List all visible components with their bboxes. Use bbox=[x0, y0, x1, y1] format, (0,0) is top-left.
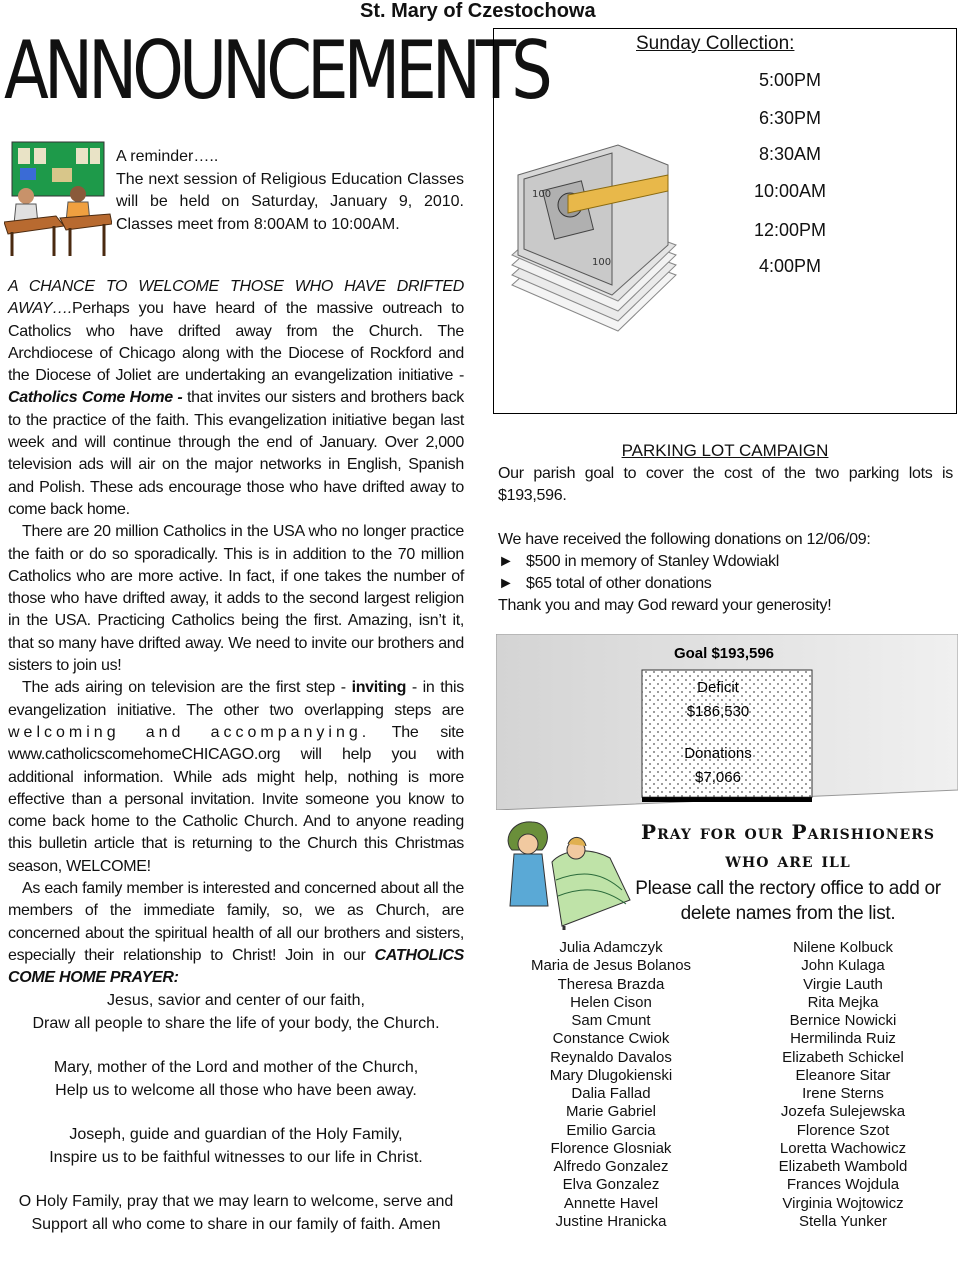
parishioner-name: Marie Gabriel bbox=[565, 1103, 657, 1121]
prayer-line: Jesus, savior and center of our faith, bbox=[107, 992, 365, 1009]
sick-list-title bbox=[628, 818, 948, 874]
deficit-label: Deficit bbox=[697, 679, 739, 696]
bullet-arrow-icon: ► bbox=[498, 575, 514, 592]
donations-value: $7,066 bbox=[695, 769, 741, 786]
parishioner-name: Eleanore Sitar bbox=[795, 1066, 891, 1084]
mass-time: 12:00PM bbox=[753, 220, 827, 240]
mass-time: 8:30AM bbox=[758, 144, 822, 164]
parishioner-name: Annette Havel bbox=[563, 1194, 659, 1212]
reminder-body: The next session of Religious Education Classes will be held on Saturday, January 9, 2010. Classes meet from 8:00AM to 10:00AM. bbox=[116, 170, 464, 233]
page-title: ANNOUNCEMENTS bbox=[4, 24, 548, 117]
svg-text:100: 100 bbox=[532, 189, 552, 200]
article-text: and bbox=[119, 723, 211, 741]
parishioner-name: Julia Adamczyk bbox=[559, 939, 663, 956]
parishioner-name: Constance Cwiok bbox=[552, 1030, 670, 1048]
parishioner-name: Loretta Wachowicz bbox=[779, 1139, 907, 1157]
parishioner-name: Alfredo Gonzalez bbox=[553, 1158, 669, 1175]
parishioner-name: Frances Wojdula bbox=[786, 1176, 900, 1194]
donations-label: Donations bbox=[684, 745, 752, 762]
parishioner-name: John Kulaga bbox=[801, 957, 885, 975]
mass-time: 4:00PM bbox=[758, 256, 822, 276]
article-title: A CHANCE TO WELCOME THOSE WHO HAVE DRIFTED AWAY…. bbox=[8, 278, 464, 318]
classroom-illustration bbox=[4, 138, 112, 258]
article-emphasis: Catholics Come Home - bbox=[8, 389, 183, 407]
goal-chart bbox=[496, 634, 958, 810]
article-emphasis: accompanying. bbox=[210, 723, 371, 741]
prayer-line: Joseph, guide and guardian of the Holy Family, bbox=[69, 1126, 403, 1143]
parking-goal: Our parish goal to cover the cost of the two parking lots is $193,596. bbox=[498, 465, 953, 504]
parishioner-name: Virginia Wojtowicz bbox=[782, 1194, 904, 1212]
parish-name: St. Mary of Czestochowa bbox=[360, 0, 596, 22]
parishioner-name: Virgie Lauth bbox=[803, 975, 883, 993]
hospital-bed-illustration bbox=[492, 810, 632, 930]
parishioner-name: Florence Glosniak bbox=[550, 1139, 672, 1157]
article-text: - in this evangelization initiative. The other two overlapping steps are bbox=[8, 679, 464, 719]
prayer-line: Support all who come to share in our family of faith. Amen bbox=[31, 1215, 441, 1233]
article-emphasis: CATHOLICS COME HOME PRAYER: bbox=[8, 946, 464, 987]
parishioner-name: Florence Szot bbox=[796, 1121, 890, 1139]
parishioner-name: Jozefa Sulejewska bbox=[780, 1103, 906, 1121]
article-paragraph: There are 20 million Catholics in the USA who no longer practice the faith or do so sporadically. This is in addition to the 70 million Catholics who are more active. In fact, if one takes the number of those who have drifted away, it adds to the second largest religion in the USA. Practicing Catholics being the first. Amazing, isn’t it, that so many have drifted away. We need to invite our brothers and sisters to join us! bbox=[8, 523, 464, 675]
prayer-line: Inspire us to be faithful witnesses to our life in Christ. bbox=[49, 1148, 423, 1166]
article-emphasis: inviting bbox=[351, 679, 407, 697]
parishioner-name: Rita Mejka bbox=[807, 993, 879, 1011]
parishioner-name: Theresa Brazda bbox=[557, 975, 665, 993]
parishioner-name: Maria de Jesus Bolanos bbox=[530, 957, 692, 975]
reminder-block bbox=[116, 146, 464, 236]
prayer-line: Help us to welcome all those who have been away. bbox=[55, 1081, 417, 1099]
parishioner-name: Elizabeth Schickel bbox=[782, 1048, 904, 1066]
donation-item: $500 in memory of Stanley Wdowiakl bbox=[525, 553, 780, 570]
parishioner-name: Hermilinda Ruiz bbox=[790, 1030, 896, 1048]
sick-names-right bbox=[730, 939, 956, 1231]
parking-title: PARKING LOT CAMPAIGN bbox=[621, 441, 829, 460]
welcome-article bbox=[8, 276, 464, 990]
mass-time: 6:30PM bbox=[758, 108, 822, 128]
chart-title: Goal $193,596 bbox=[673, 645, 775, 662]
sick-title-line: Pray for our Parishioners bbox=[641, 820, 935, 844]
sick-list-subtitle: Please call the rectory office to add or delete names from the list. bbox=[635, 878, 941, 924]
sick-title-line: who are ill bbox=[725, 848, 851, 872]
parishioner-name: Mary Dlugokienski bbox=[549, 1066, 673, 1084]
donations-intro: We have received the following donations on 12/06/09: bbox=[498, 531, 871, 548]
bullet-arrow-icon: ► bbox=[498, 553, 514, 570]
mass-time: 5:00PM bbox=[758, 70, 822, 90]
parishioner-name: Sam Cmunt bbox=[571, 1012, 651, 1029]
parishioner-name: Stella Yunker bbox=[798, 1212, 888, 1230]
prayer-line: Mary, mother of the Lord and mother of the Church, bbox=[53, 1059, 419, 1076]
mass-time: 10:00AM bbox=[753, 181, 827, 201]
article-emphasis: welcoming bbox=[8, 723, 120, 741]
collection-title: Sunday Collection: bbox=[636, 33, 795, 54]
parishioner-name: Irene Sterns bbox=[802, 1085, 884, 1102]
article-text: The ads airing on television are the first step - bbox=[22, 679, 352, 697]
money-stack-illustration bbox=[508, 135, 678, 335]
parishioner-name: Emilio Garcia bbox=[566, 1121, 656, 1139]
donations-bar bbox=[642, 797, 812, 802]
sick-names-left bbox=[500, 939, 722, 1231]
article-text: that invites our sisters and brothers back to the practice of the faith. This evangelization initiative began last week and will continue through the end of January. Over 2,000 television ads will air on the major networks in English, Spanish and Polish. These ads encourage those who have drifted away to come back home. bbox=[8, 389, 464, 518]
article-text: Perhaps you have heard of the massive outreach to Catholics who have drifted away from the Church. The Archdiocese of Chicago along with the Diocese of Rockford and the Diocese of Joliet are undertaking an evangelization initiative - bbox=[8, 300, 464, 385]
parishioner-name: Elizabeth Wambold bbox=[778, 1158, 908, 1175]
donation-item: $65 total of other donations bbox=[525, 575, 712, 592]
deficit-value: $186,530 bbox=[686, 703, 750, 720]
prayer-line: O Holy Family, pray that we may learn to welcome, serve and bbox=[18, 1193, 454, 1210]
parking-campaign bbox=[498, 463, 953, 617]
parishioner-name: Dalia Fallad bbox=[571, 1085, 651, 1102]
prayer-line: Draw all people to share the life of your body, the Church. bbox=[32, 1014, 440, 1032]
thanks-line: Thank you and may God reward your generosity! bbox=[498, 597, 832, 614]
parishioner-name: Helen Cison bbox=[570, 993, 652, 1011]
catholics-come-home-prayer bbox=[8, 990, 464, 1258]
parishioner-name: Nilene Kolbuck bbox=[792, 939, 894, 956]
reminder-intro: A reminder….. bbox=[116, 148, 219, 165]
parishioner-name: Justine Hranicka bbox=[555, 1212, 667, 1230]
parishioner-name: Reynaldo Davalos bbox=[550, 1048, 672, 1066]
article-text: The site www.catholicscomehomeCHICAGO.org will help you with additional information. While ads might help, nothing is more effective than a personal invitation. Invite someone you know to come back home to the Catholic Church. And to anyone reading this bulletin article that is returning to the Church this Christmas season, WELCOME! bbox=[8, 723, 464, 875]
svg-text:100: 100 bbox=[592, 257, 612, 268]
parishioner-name: Bernice Nowicki bbox=[789, 1012, 897, 1029]
article-text: As each family member is interested and concerned about all the members of the immediate family, so, we as Church, are concerned about the spiritual health of all our brothers and sisters, especially their relationship to Christ! Join in our bbox=[8, 880, 464, 964]
parishioner-name: Elva Gonzalez bbox=[562, 1176, 660, 1194]
